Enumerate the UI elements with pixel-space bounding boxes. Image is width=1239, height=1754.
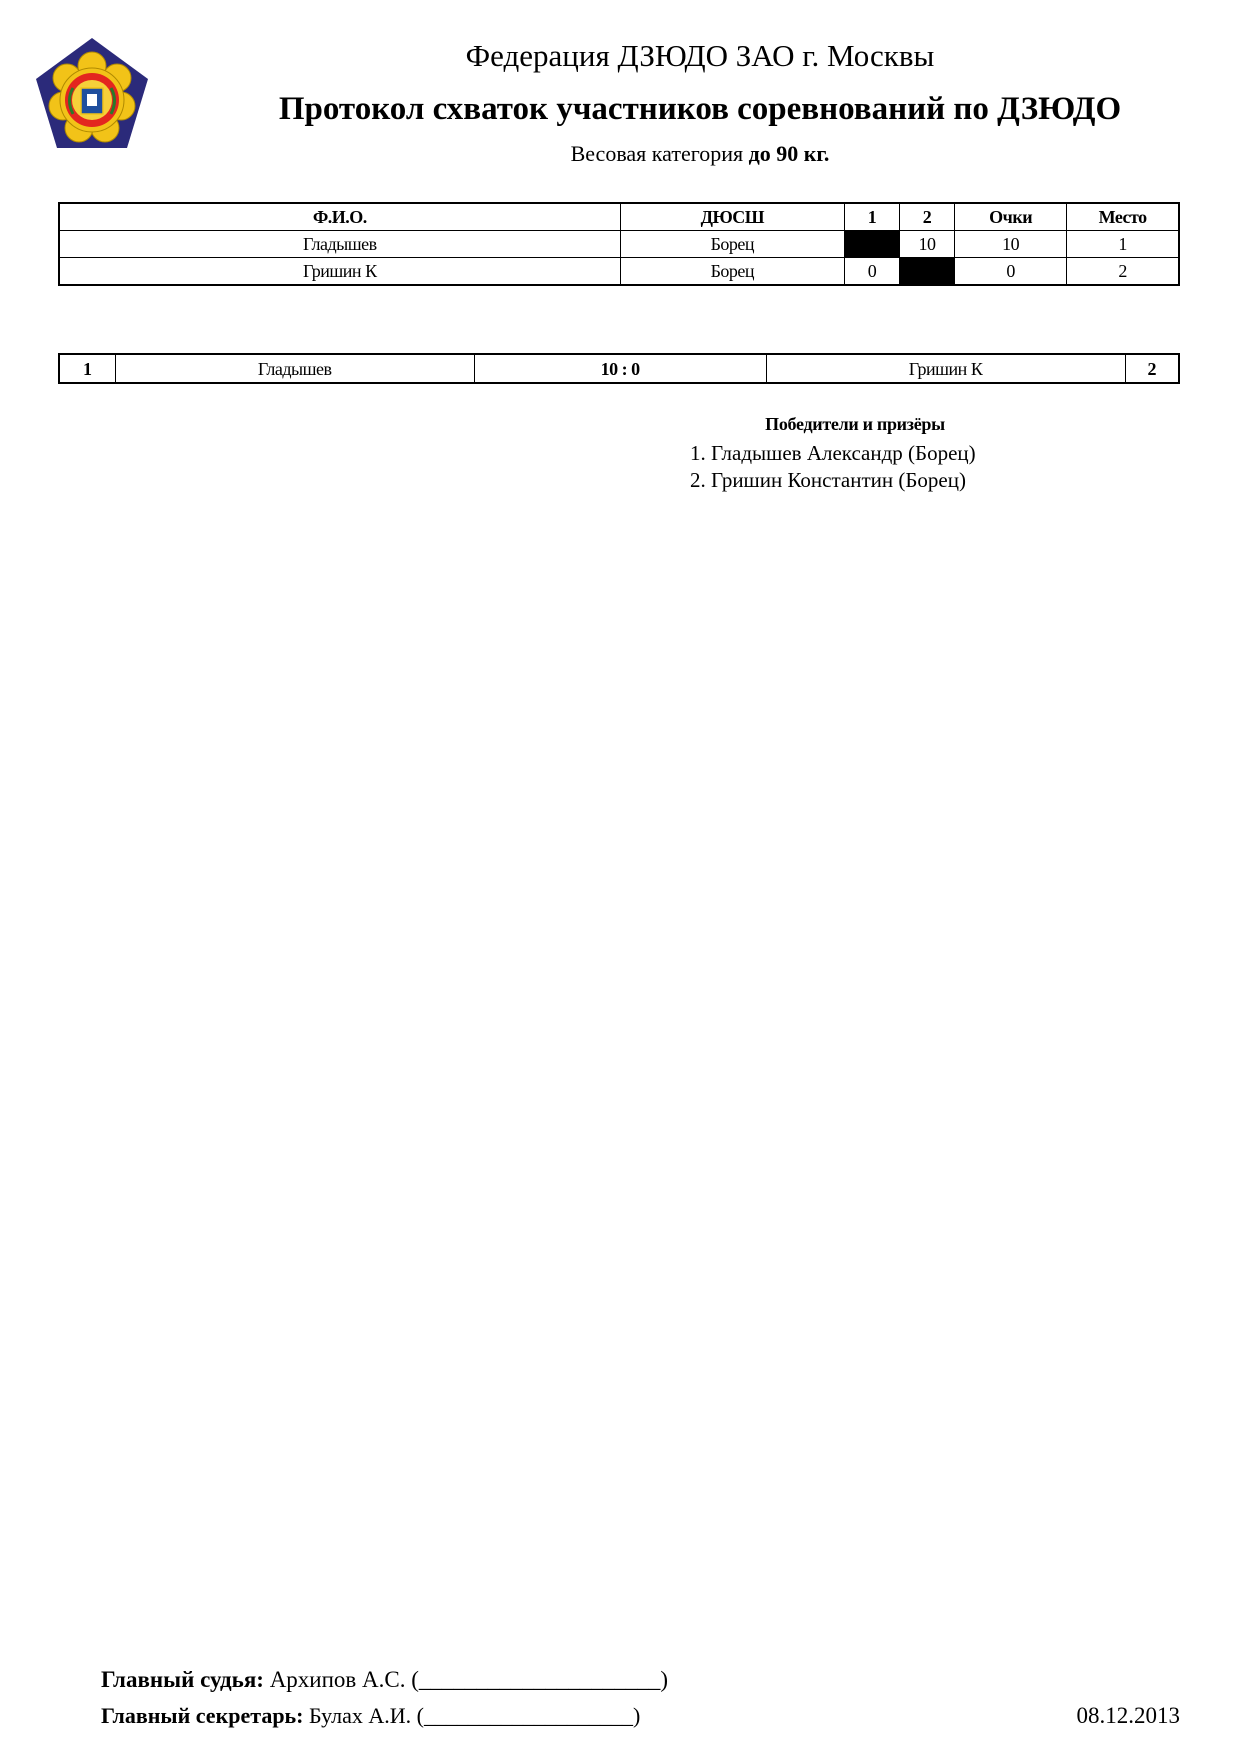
participant-points: 0 [955,258,1067,286]
bout-right-name: Гришин К [766,354,1125,383]
list-item: 1. Гладышев Александр (Борец) [690,441,976,465]
chief-judge-signature [101,1666,668,1694]
self-cell-blocked [845,231,900,258]
score-vs-2: 10 [900,231,955,258]
participant-points: 10 [955,231,1067,258]
organization-title: Федерация ДЗЮДО ЗАО г. Москвы [465,38,935,73]
list-item: 2. Гришин Константин (Борец) [690,468,966,492]
protocol-title: Протокол схваток участников соревнований по ДЗЮДО [278,91,1122,127]
chief-judge-role: Главный судья: [101,1667,264,1692]
table-row [59,258,1179,286]
winners-list [690,440,976,494]
winners-title: Победители и призёры [765,414,945,434]
bout-results-table [58,353,1180,384]
score-vs-1: 0 [845,258,900,286]
chief-secretary-signature [101,1702,640,1730]
chief-secretary-name: Булах А.И. (___________________) [303,1703,641,1728]
weight-category [200,141,1200,167]
self-cell-blocked [900,258,955,286]
bout-row [59,354,1179,383]
participant-name: Гладышев [59,231,620,258]
bout-right-number: 2 [1125,354,1179,383]
table-row [59,231,1179,258]
participant-school: Борец [620,258,844,286]
header-col-1: 1 [845,203,900,231]
chief-secretary-role: Главный секретарь: [101,1703,304,1728]
chief-judge-name: Архипов А.С. (_____________________) [263,1667,669,1692]
header-col-2: 2 [900,203,955,231]
document-date: 08.12.2013 [1076,1703,1180,1728]
bout-left-number: 1 [59,354,115,383]
weight-category-label: Весовая категория [570,141,749,166]
weight-category-value: до 90 кг. [748,141,830,166]
bout-score: 10 : 0 [474,354,766,383]
participant-place: 2 [1067,258,1179,286]
header-school: ДЮСШ [620,203,844,231]
header-place: Место [1067,203,1179,231]
participant-place: 1 [1067,231,1179,258]
federation-emblem-icon [33,36,151,154]
round-robin-table [58,202,1180,286]
header-points: Очки [955,203,1067,231]
bout-left-name: Гладышев [115,354,474,383]
participant-name: Гришин К [59,258,620,286]
participant-school: Борец [620,231,844,258]
table-header-row [59,203,1179,231]
header-name: Ф.И.О. [59,203,620,231]
